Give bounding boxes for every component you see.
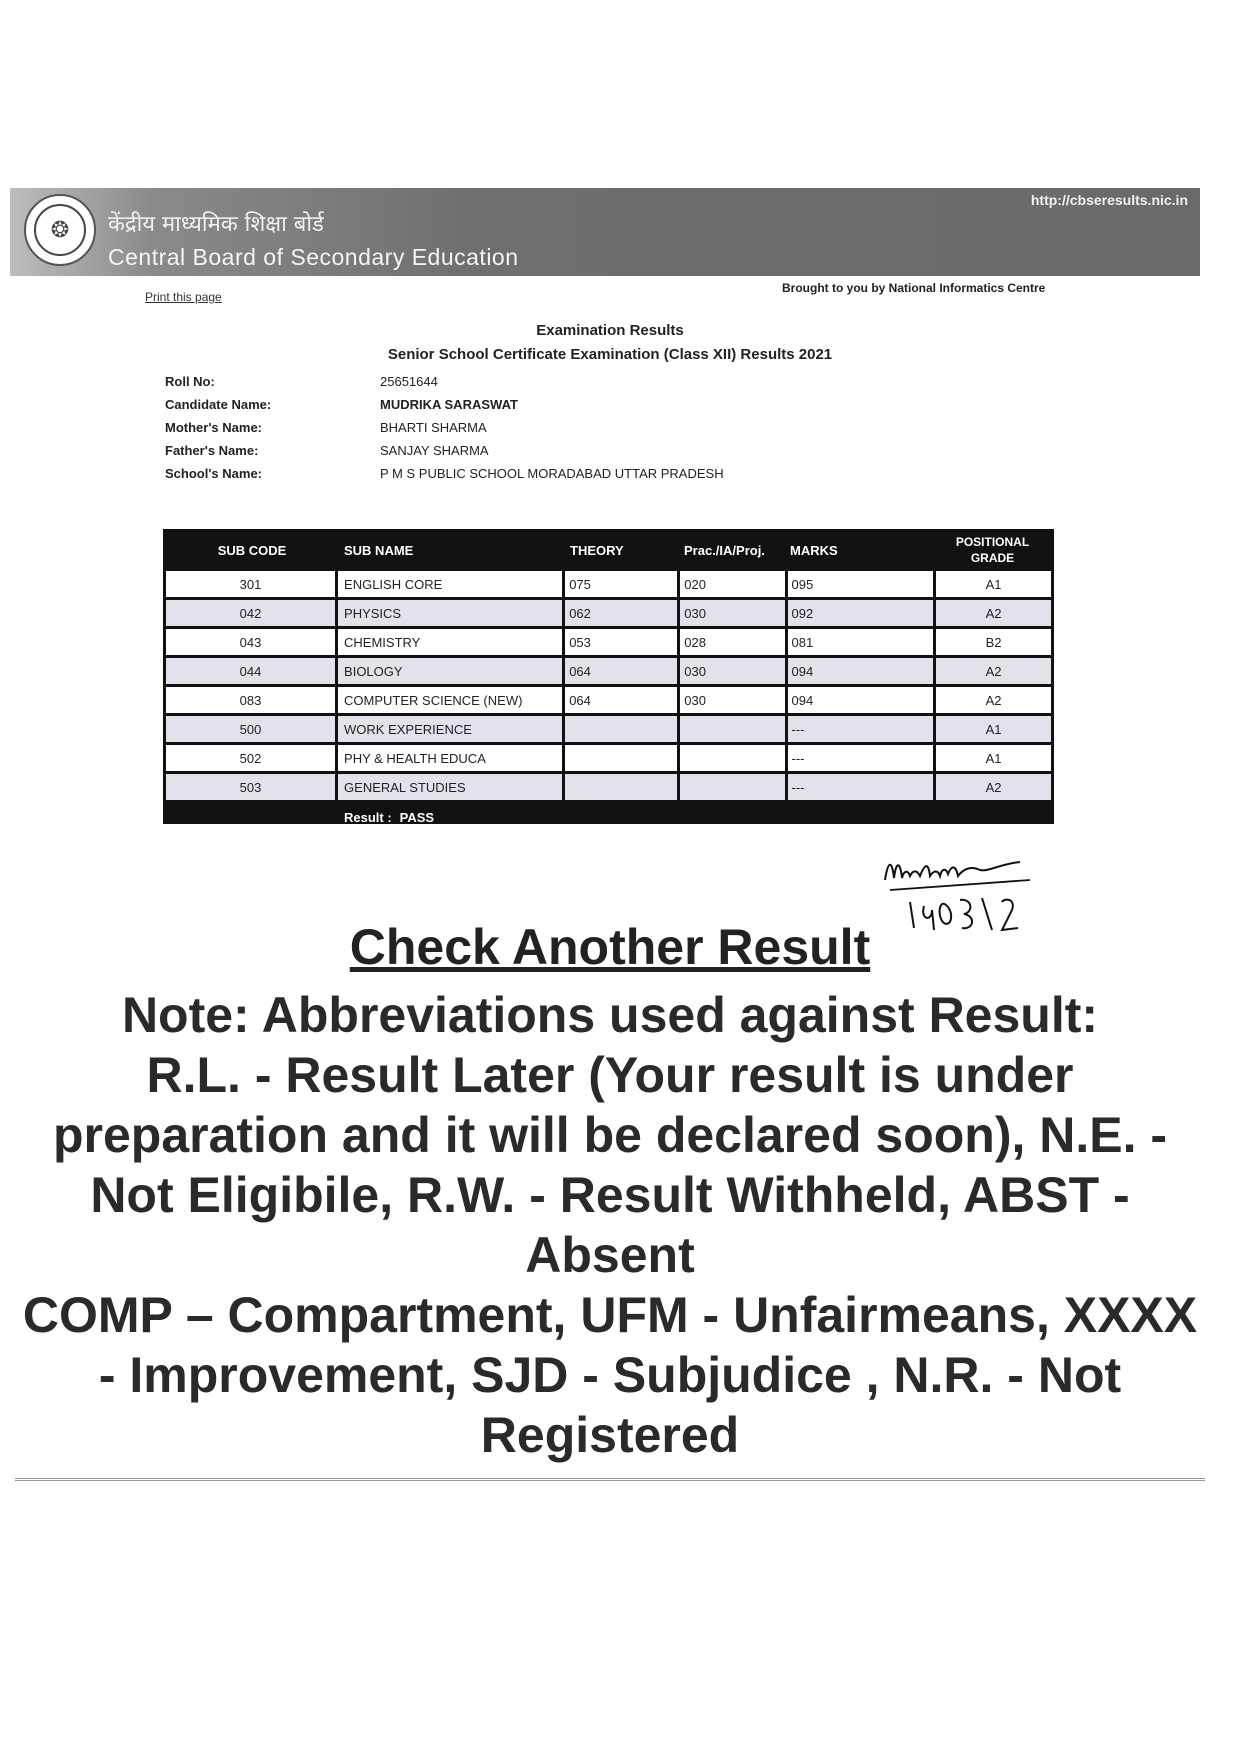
- cell-marks: ---: [788, 774, 934, 800]
- table-row: [166, 658, 1051, 684]
- cell-theory: 064: [565, 658, 677, 684]
- cell-theory: [565, 745, 677, 771]
- cell-sub-name: WORK EXPERIENCE: [338, 716, 562, 742]
- note-line-1: R.L. - Result Later (Your result is under preparation and it will be declared soon), N.E. - Not Eligibile, R.W. - Result Withheld, ABST - Absent: [52, 1047, 1168, 1283]
- check-another-result-link[interactable]: Check Another Result: [349, 919, 871, 975]
- cell-theory: 075: [565, 571, 677, 597]
- brought-by-text: Brought to you by National Informatics Centre: [782, 281, 1046, 295]
- cell-grade: A2: [936, 774, 1051, 800]
- cell-sub-name: BIOLOGY: [338, 658, 562, 684]
- cell-prac: [680, 716, 784, 742]
- cell-prac: 030: [680, 687, 784, 713]
- name-value: MUDRIKA SARASWAT: [380, 397, 518, 412]
- header-marks: MARKS: [790, 542, 838, 558]
- cell-sub-name: PHY & HEALTH EDUCA: [338, 745, 562, 771]
- cell-theory: 053: [565, 629, 677, 655]
- marks-table: [163, 529, 1054, 824]
- cell-sub-code: 503: [166, 774, 335, 800]
- cell-grade: A1: [936, 716, 1051, 742]
- cell-prac: 030: [680, 658, 784, 684]
- cell-sub-name: ENGLISH CORE: [338, 571, 562, 597]
- cell-grade: B2: [936, 629, 1051, 655]
- cell-sub-code: 044: [166, 658, 335, 684]
- cell-prac: [680, 745, 784, 771]
- table-row: [166, 687, 1051, 713]
- father-value: SANJAY SHARMA: [380, 443, 489, 458]
- name-label: Candidate Name:: [165, 397, 272, 412]
- note-line-2: COMP – Compartment, UFM - Unfairmeans, XXXX - Improvement, SJD - Subjudice , N.R. - Not Registered: [22, 1287, 1198, 1463]
- table-row: [166, 745, 1051, 771]
- cell-marks: 092: [788, 600, 934, 626]
- cell-grade: A2: [936, 687, 1051, 713]
- cell-theory: 062: [565, 600, 677, 626]
- board-name-english: Central Board of Secondary Education: [108, 244, 519, 270]
- cell-marks: 095: [788, 571, 934, 597]
- school-value: P M S PUBLIC SCHOOL MORADABAD UTTAR PRADESH: [380, 466, 724, 481]
- site-url[interactable]: http://cbseresults.nic.in: [1030, 192, 1188, 208]
- cell-grade: A2: [936, 658, 1051, 684]
- cell-grade: A1: [936, 745, 1051, 771]
- mother-label: Mother's Name:: [165, 420, 262, 435]
- table-row: [166, 571, 1051, 597]
- abbreviations-note: [20, 985, 1200, 1465]
- cell-prac: 028: [680, 629, 784, 655]
- table-row: [166, 774, 1051, 800]
- header-sub-name: SUB NAME: [344, 542, 414, 558]
- cell-grade: A1: [936, 571, 1051, 597]
- mother-value: BHARTI SHARMA: [380, 420, 487, 435]
- note-heading: Note: Abbreviations used against Result:: [121, 987, 1099, 1043]
- cell-sub-code: 500: [166, 716, 335, 742]
- exam-subtitle: Senior School Certificate Examination (Class XII) Results 2021: [387, 346, 833, 363]
- table-row: [166, 716, 1051, 742]
- cell-prac: [680, 774, 784, 800]
- cell-grade: A2: [936, 600, 1051, 626]
- cell-sub-code: 502: [166, 745, 335, 771]
- print-page-link[interactable]: Print this page: [145, 290, 222, 304]
- table-row: [166, 629, 1051, 655]
- board-name-hindi: केंद्रीय माध्यमिक शिक्षा बोर्ड: [108, 212, 324, 237]
- cell-sub-code: 042: [166, 600, 335, 626]
- cbse-emblem-icon: ❂: [24, 194, 96, 266]
- header-prac: Prac./IA/Proj.: [684, 542, 765, 558]
- cell-marks: ---: [788, 745, 934, 771]
- roll-row: [165, 370, 724, 393]
- page-divider: [15, 1478, 1205, 1481]
- header-banner: [10, 188, 1200, 276]
- cell-sub-name: PHYSICS: [338, 600, 562, 626]
- result-label: Result :: [344, 809, 392, 825]
- header-grade: POSITIONAL GRADE: [955, 535, 1030, 565]
- father-label: Father's Name:: [165, 443, 259, 458]
- table-header: [166, 529, 1051, 571]
- result-value: PASS: [399, 809, 435, 825]
- roll-label: Roll No:: [165, 374, 215, 389]
- header-theory: THEORY: [570, 542, 624, 558]
- cell-marks: ---: [788, 716, 934, 742]
- school-label: School's Name:: [165, 466, 263, 481]
- name-row: [165, 393, 724, 416]
- father-row: [165, 439, 724, 462]
- school-row: [165, 462, 724, 485]
- mother-row: [165, 416, 724, 439]
- cell-marks: 094: [788, 658, 934, 684]
- cell-marks: 081: [788, 629, 934, 655]
- header-sub-code: SUB CODE: [217, 542, 287, 558]
- cell-marks: 094: [788, 687, 934, 713]
- candidate-details: [165, 370, 724, 485]
- page-title: Examination Results: [536, 322, 684, 339]
- table-footer: [166, 803, 1051, 831]
- roll-value: 25651644: [380, 374, 438, 389]
- cell-sub-code: 083: [166, 687, 335, 713]
- cell-sub-code: 301: [166, 571, 335, 597]
- cell-theory: 064: [565, 687, 677, 713]
- table-row: [166, 600, 1051, 626]
- cell-theory: [565, 774, 677, 800]
- table-body: [166, 571, 1051, 800]
- cell-theory: [565, 716, 677, 742]
- cell-sub-name: GENERAL STUDIES: [338, 774, 562, 800]
- cell-sub-name: COMPUTER SCIENCE (NEW): [338, 687, 562, 713]
- cell-sub-name: CHEMISTRY: [338, 629, 562, 655]
- cell-prac: 020: [680, 571, 784, 597]
- cell-prac: 030: [680, 600, 784, 626]
- cell-sub-code: 043: [166, 629, 335, 655]
